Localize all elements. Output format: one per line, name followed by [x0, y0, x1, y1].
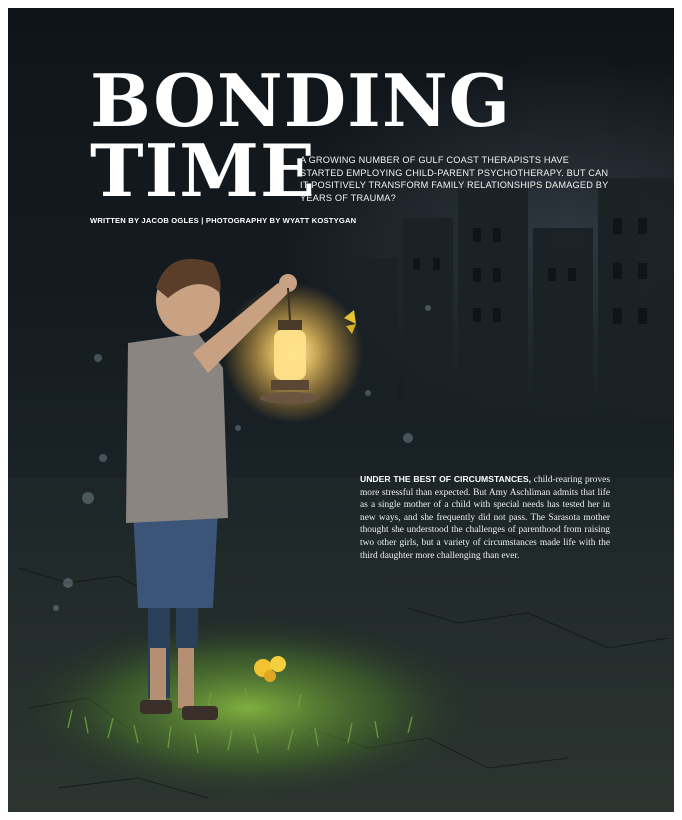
title-line-2: TIME	[90, 128, 316, 213]
magazine-spread	[8, 8, 674, 812]
body-text: child-rearing proves more stressful than expected. But Amy Aschliman admits that life as a single mother of a child with special needs has tested her in new ways, and she frequently did not pass. The Sarasota mother thought she understood the challenges of parenthood from raising two other girls, but a variety of circumstances made life with the third daughter more challenging than ever.	[360, 475, 610, 561]
article-deck: A GROWING NUMBER OF GULF COAST THERAPISTS HAVE STARTED EMPLOYING CHILD-PARENT PSYCHOTHERAPY. BUT CAN IT POSITIVELY TRANSFORM FAMILY RELATIONSHIPS DAMAGED BY YEARS OF TRAUMA?	[300, 155, 609, 203]
title-line-1: BONDING	[90, 58, 512, 143]
lead-in: UNDER THE BEST OF CIRCUMSTANCES,	[360, 474, 532, 484]
article-body	[360, 473, 610, 562]
byline: WRITTEN BY JACOB OGLES | PHOTOGRAPHY BY WYATT KOSTYGAN	[90, 216, 357, 225]
